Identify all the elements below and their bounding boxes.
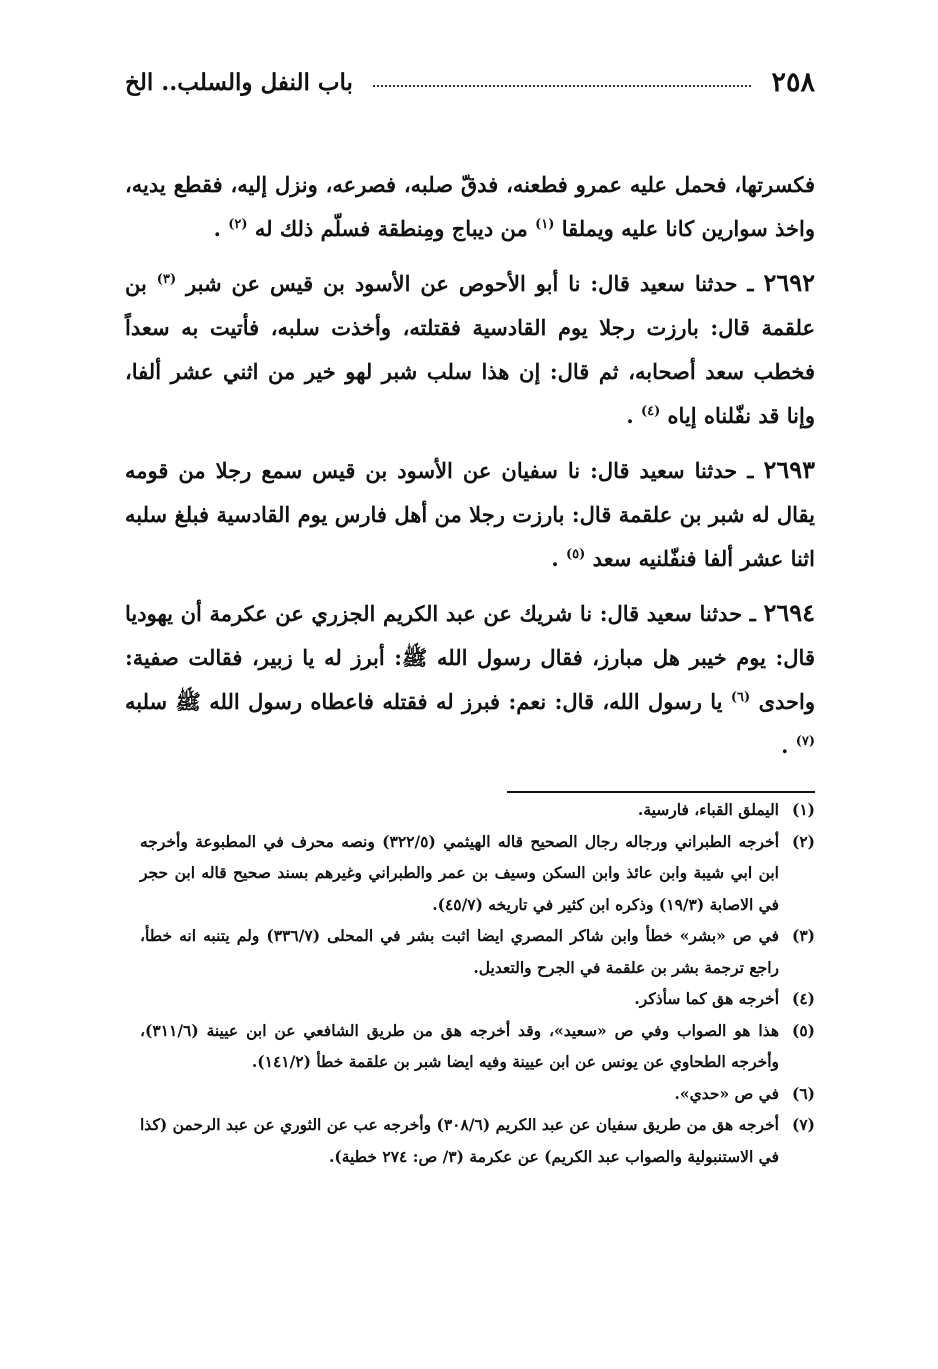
footnote-item xyxy=(140,794,815,826)
hadith-2693 xyxy=(125,448,815,581)
hadith-text-continued: يا رسول الله، قال: نعم: فبرز له فقتله فاعطاه رسول الله ﷺ سلبه xyxy=(125,689,723,714)
footnote-divider xyxy=(507,791,815,793)
running-title: باب النفل والسلب.. الخ xyxy=(125,68,353,96)
footnote-text: اليملق القباء، فارسية. xyxy=(637,800,779,819)
footnote-ref: (٧) xyxy=(795,734,815,749)
footnote-ref: (٢) xyxy=(228,217,248,232)
hadith-text: ـ حدثنا سعيد قال: نا أبو الأحوص عن الأسود بن قيس عن شبر xyxy=(186,271,754,296)
footnote-text: في ص «بشر» خطأ وابن شاكر المصري ايضا اثبت بشر في المحلى (٣٣٦/٧) ولم يتنبه انه خطأ، راجع ترجمة بشر بن علقمة في الجرح والتعديل. xyxy=(140,926,779,977)
footnote-ref: (٣) xyxy=(156,272,177,287)
header-dotted-leader xyxy=(373,85,752,87)
hadith-number: ٢٦٩٣ xyxy=(763,455,816,484)
hadith-number: ٢٦٩٤ xyxy=(763,598,816,627)
footnote-ref: (٥) xyxy=(565,547,586,562)
footnote-text: أخرجه هق كما سأذكر. xyxy=(634,989,779,1008)
footnote-number: (٥) xyxy=(791,1020,815,1040)
hadith-text: ـ حدثنا سعيد قال: نا شريك عن عبد الكريم الجزري عن عكرمة أن يهوديا قال: يوم خيبر هل مبارز، فقال رسول الله ﷺ: أبرز له يا زبير، فقالت صفية: واحدى xyxy=(125,601,815,714)
footnote-text: في ص «حدي». xyxy=(674,1083,779,1103)
page-number: ٢٥٨ xyxy=(771,66,815,98)
footnote-ref: (١) xyxy=(535,217,555,232)
intro-paragraph xyxy=(125,163,815,251)
hadith-2692 xyxy=(125,261,815,438)
hadith-text-continued: بن علقمة قال: بارزت رجلا يوم القادسية فقتلته، وأخذت سلبه، فأتيت به سعداً فخطب سعد أصحابه، ثم قال: إن هذا سلب شبر لهو خير من اثني عشر ألفا، وإنا قد نفّلناه إياه xyxy=(125,271,815,428)
footnote-text: أخرجه الطبراني ورجاله رجال الصحيح قاله الهيثمي (٣٢٢/٥) ونصه محرف في المطبوعة وأخرجه ابن ابي شيبة وابن عائذ وابن السكن وسيف بن عمر والطبراني وغيرهم بسند صحيح قاله ابن حجر في الاصابة (١٩/٣) وذكره ابن كثير في تاريخه (٤٥/٧). xyxy=(140,831,779,914)
footnote-item xyxy=(140,920,815,983)
footnote-item xyxy=(140,1015,815,1078)
hadith-number: ٢٦٩٢ xyxy=(763,268,816,297)
footnote-number: (٦) xyxy=(791,1083,815,1103)
footnote-text: هذا هو الصواب وفي ص «سعيد»، وقد أخرجه هق من طريق الشافعي عن ابن عيينة (٣١١/٦)، وأخرجه الطحاوي عن يونس عن ابن عيينة وفيه ايضا شبر بن علقمة خطأ (١٤١/٢). xyxy=(140,1020,779,1071)
footnote-text: أخرجه هق من طريق سفيان عن عبد الكريم (٣٠٨/٦) وأخرجه عب عن الثوري عن عبد الرحمن (كذا في الاستنبولية والصواب عبد الكريم) عن عكرمة (٣/ ص: ٢٧٤ خطية). xyxy=(140,1115,779,1166)
footnote-number: (٤) xyxy=(791,989,815,1008)
footnote-number: (٢) xyxy=(791,831,815,851)
footnote-number: (٣) xyxy=(791,926,815,945)
page-header xyxy=(125,60,815,104)
footnote-number: (٧) xyxy=(791,1115,815,1134)
footnote-ref: (٦) xyxy=(730,690,751,705)
intro-text-continued: من ديباج ومِنطقة فسلّم ذلك له xyxy=(254,216,528,241)
intro-text: فكسرتها، فحمل عليه عمرو فطعنه، فدقّ صلبه، فصرعه، ونزل إليه، فقطع يديه، واخذ سوارين كانا عليه ويملقا xyxy=(125,172,815,241)
footnote-item xyxy=(140,1109,815,1172)
period: . xyxy=(626,403,634,428)
footnote-item xyxy=(140,983,815,1015)
footnote-item xyxy=(140,826,815,921)
main-text xyxy=(125,163,815,768)
period: . xyxy=(551,546,559,571)
period: . xyxy=(213,216,221,241)
footnote-number: (١) xyxy=(791,800,815,819)
hadith-text: ـ حدثنا سعيد قال: نا سفيان عن الأسود بن قيس سمع رجلا من قومه يقال له شبر بن علقمة قال: بارزت رجلا من أهل فارس يوم القادسية فبلغ سلبه اثنا عشر ألفا فنفّلنيه سعد xyxy=(125,458,815,571)
period: . xyxy=(781,733,789,758)
footnote-ref: (٤) xyxy=(640,404,661,419)
footnote-item xyxy=(140,1078,815,1110)
footnotes xyxy=(140,794,815,1172)
hadith-2694 xyxy=(125,591,815,768)
